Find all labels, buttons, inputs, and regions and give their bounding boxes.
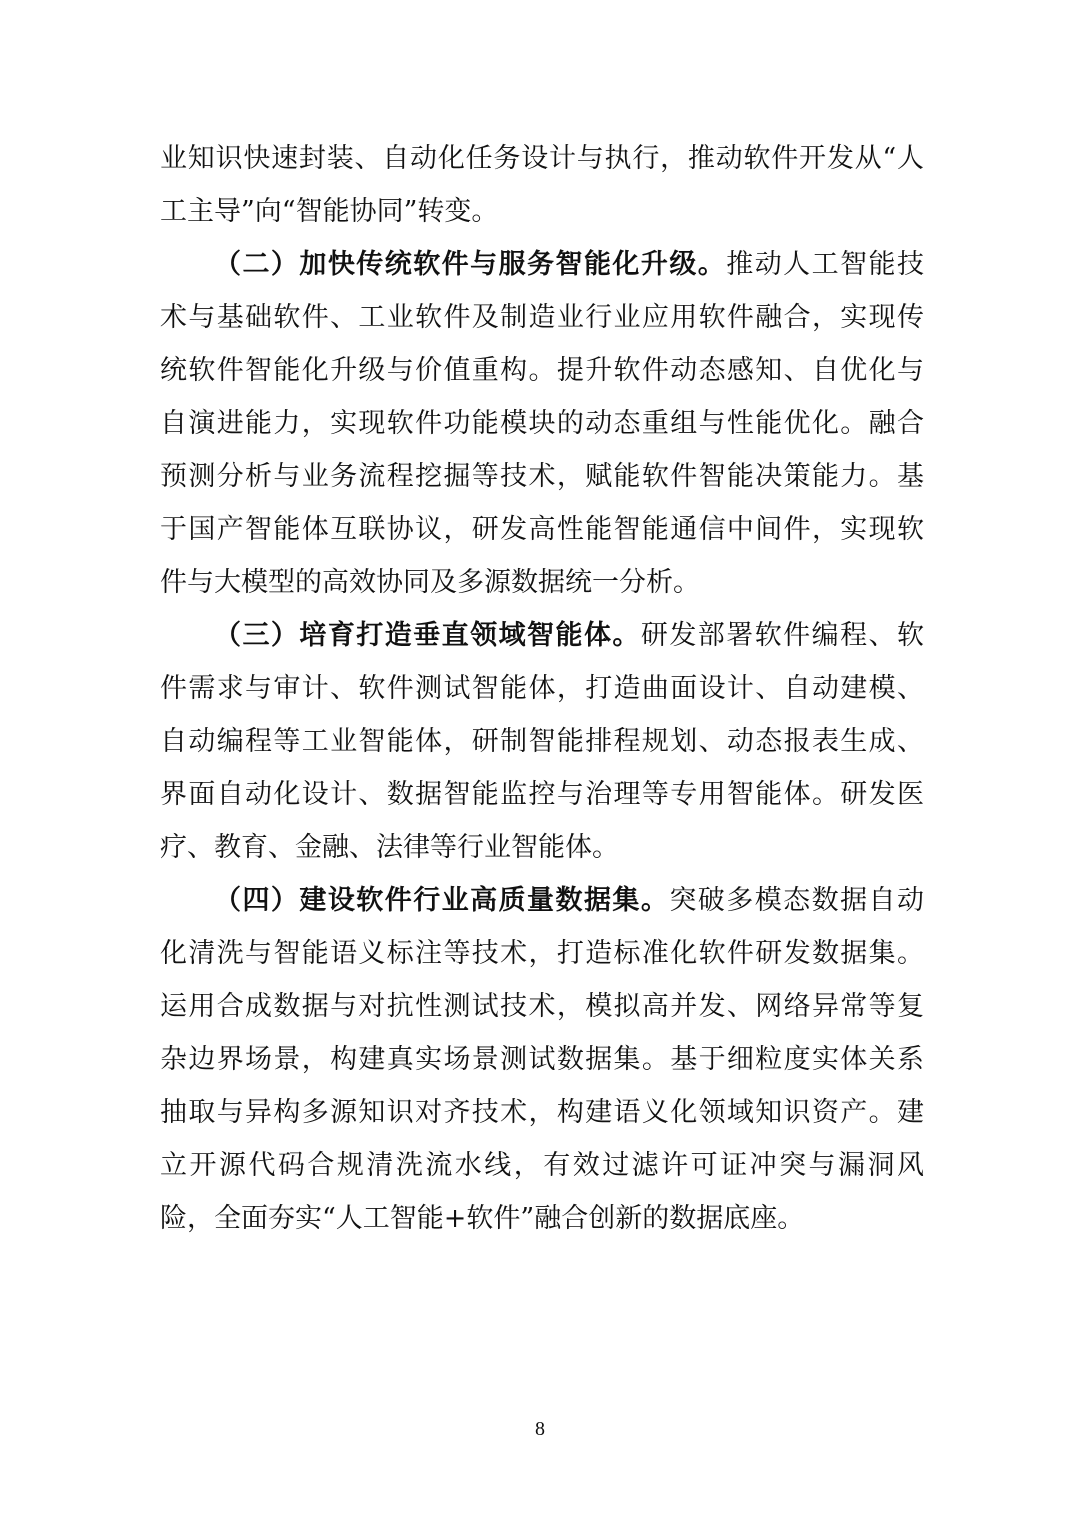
body-line: 件需求与审计、软件测试智能体，打造曲面设计、自动建模、: [160, 673, 924, 704]
body-line: 预测分析与业务流程挖掘等技术，赋能软件智能决策能力。基: [160, 461, 924, 492]
body-line: 术与基础软件、工业软件及制造业行业应用软件融合，实现传: [160, 302, 924, 333]
body-line: 运用合成数据与对抗性测试技术，模拟高并发、网络异常等复: [160, 991, 924, 1022]
body-line: 工主导”向“智能协同”转变。: [160, 196, 499, 227]
body-line: 化清洗与智能语义标注等技术，打造标准化软件研发数据集。: [160, 938, 924, 969]
body-line: 险，全面夯实“人工智能+软件”融合创新的数据底座。: [160, 1203, 805, 1234]
paragraph-first-line: [160, 874, 924, 927]
body-line: 统软件智能化升级与价值重构。提升软件动态感知、自优化与: [160, 355, 924, 386]
body-line: 抽取与异构多源知识对齐技术，构建语义化领域知识资产。建: [160, 1097, 924, 1128]
body-line: 立开源代码合规清洗流水线，有效过滤许可证冲突与漏洞风: [160, 1150, 924, 1181]
paragraph-first-line: [160, 609, 924, 662]
body-line: 自演进能力，实现软件功能模块的动态重组与性能优化。融合: [160, 408, 924, 439]
body-line: 于国产智能体互联协议，研发高性能智能通信中间件，实现软: [160, 514, 924, 545]
body-line: 杂边界场景，构建真实场景测试数据集。基于细粒度实体关系: [160, 1044, 924, 1075]
body-line: 业知识快速封装、自动化任务设计与执行，推动软件开发从“人: [160, 143, 924, 174]
body-line: 界面自动化设计、数据智能监控与治理等专用智能体。研发医: [160, 779, 924, 810]
paragraph-first-line: [160, 238, 924, 291]
body-text: 突破多模态数据自动: [669, 885, 925, 916]
body-text: 研发部署软件编程、软: [640, 620, 924, 651]
body-line: 疗、教育、金融、法律等行业智能体。: [160, 832, 619, 863]
section-heading-2: （二）加快传统软件与服务智能化升级。: [214, 249, 727, 280]
body-line: 自动编程等工业智能体，研制智能排程规划、动态报表生成、: [160, 726, 924, 757]
body-text: 推动人工智能技: [726, 249, 924, 280]
document-body: [160, 132, 924, 1245]
body-line: 件与大模型的高效协同及多源数据统一分析。: [160, 567, 700, 598]
section-heading-4: （四）建设软件行业高质量数据集。: [214, 885, 670, 916]
section-heading-3: （三）培育打造垂直领域智能体。: [214, 620, 641, 651]
page-number: 8: [535, 1418, 545, 1440]
